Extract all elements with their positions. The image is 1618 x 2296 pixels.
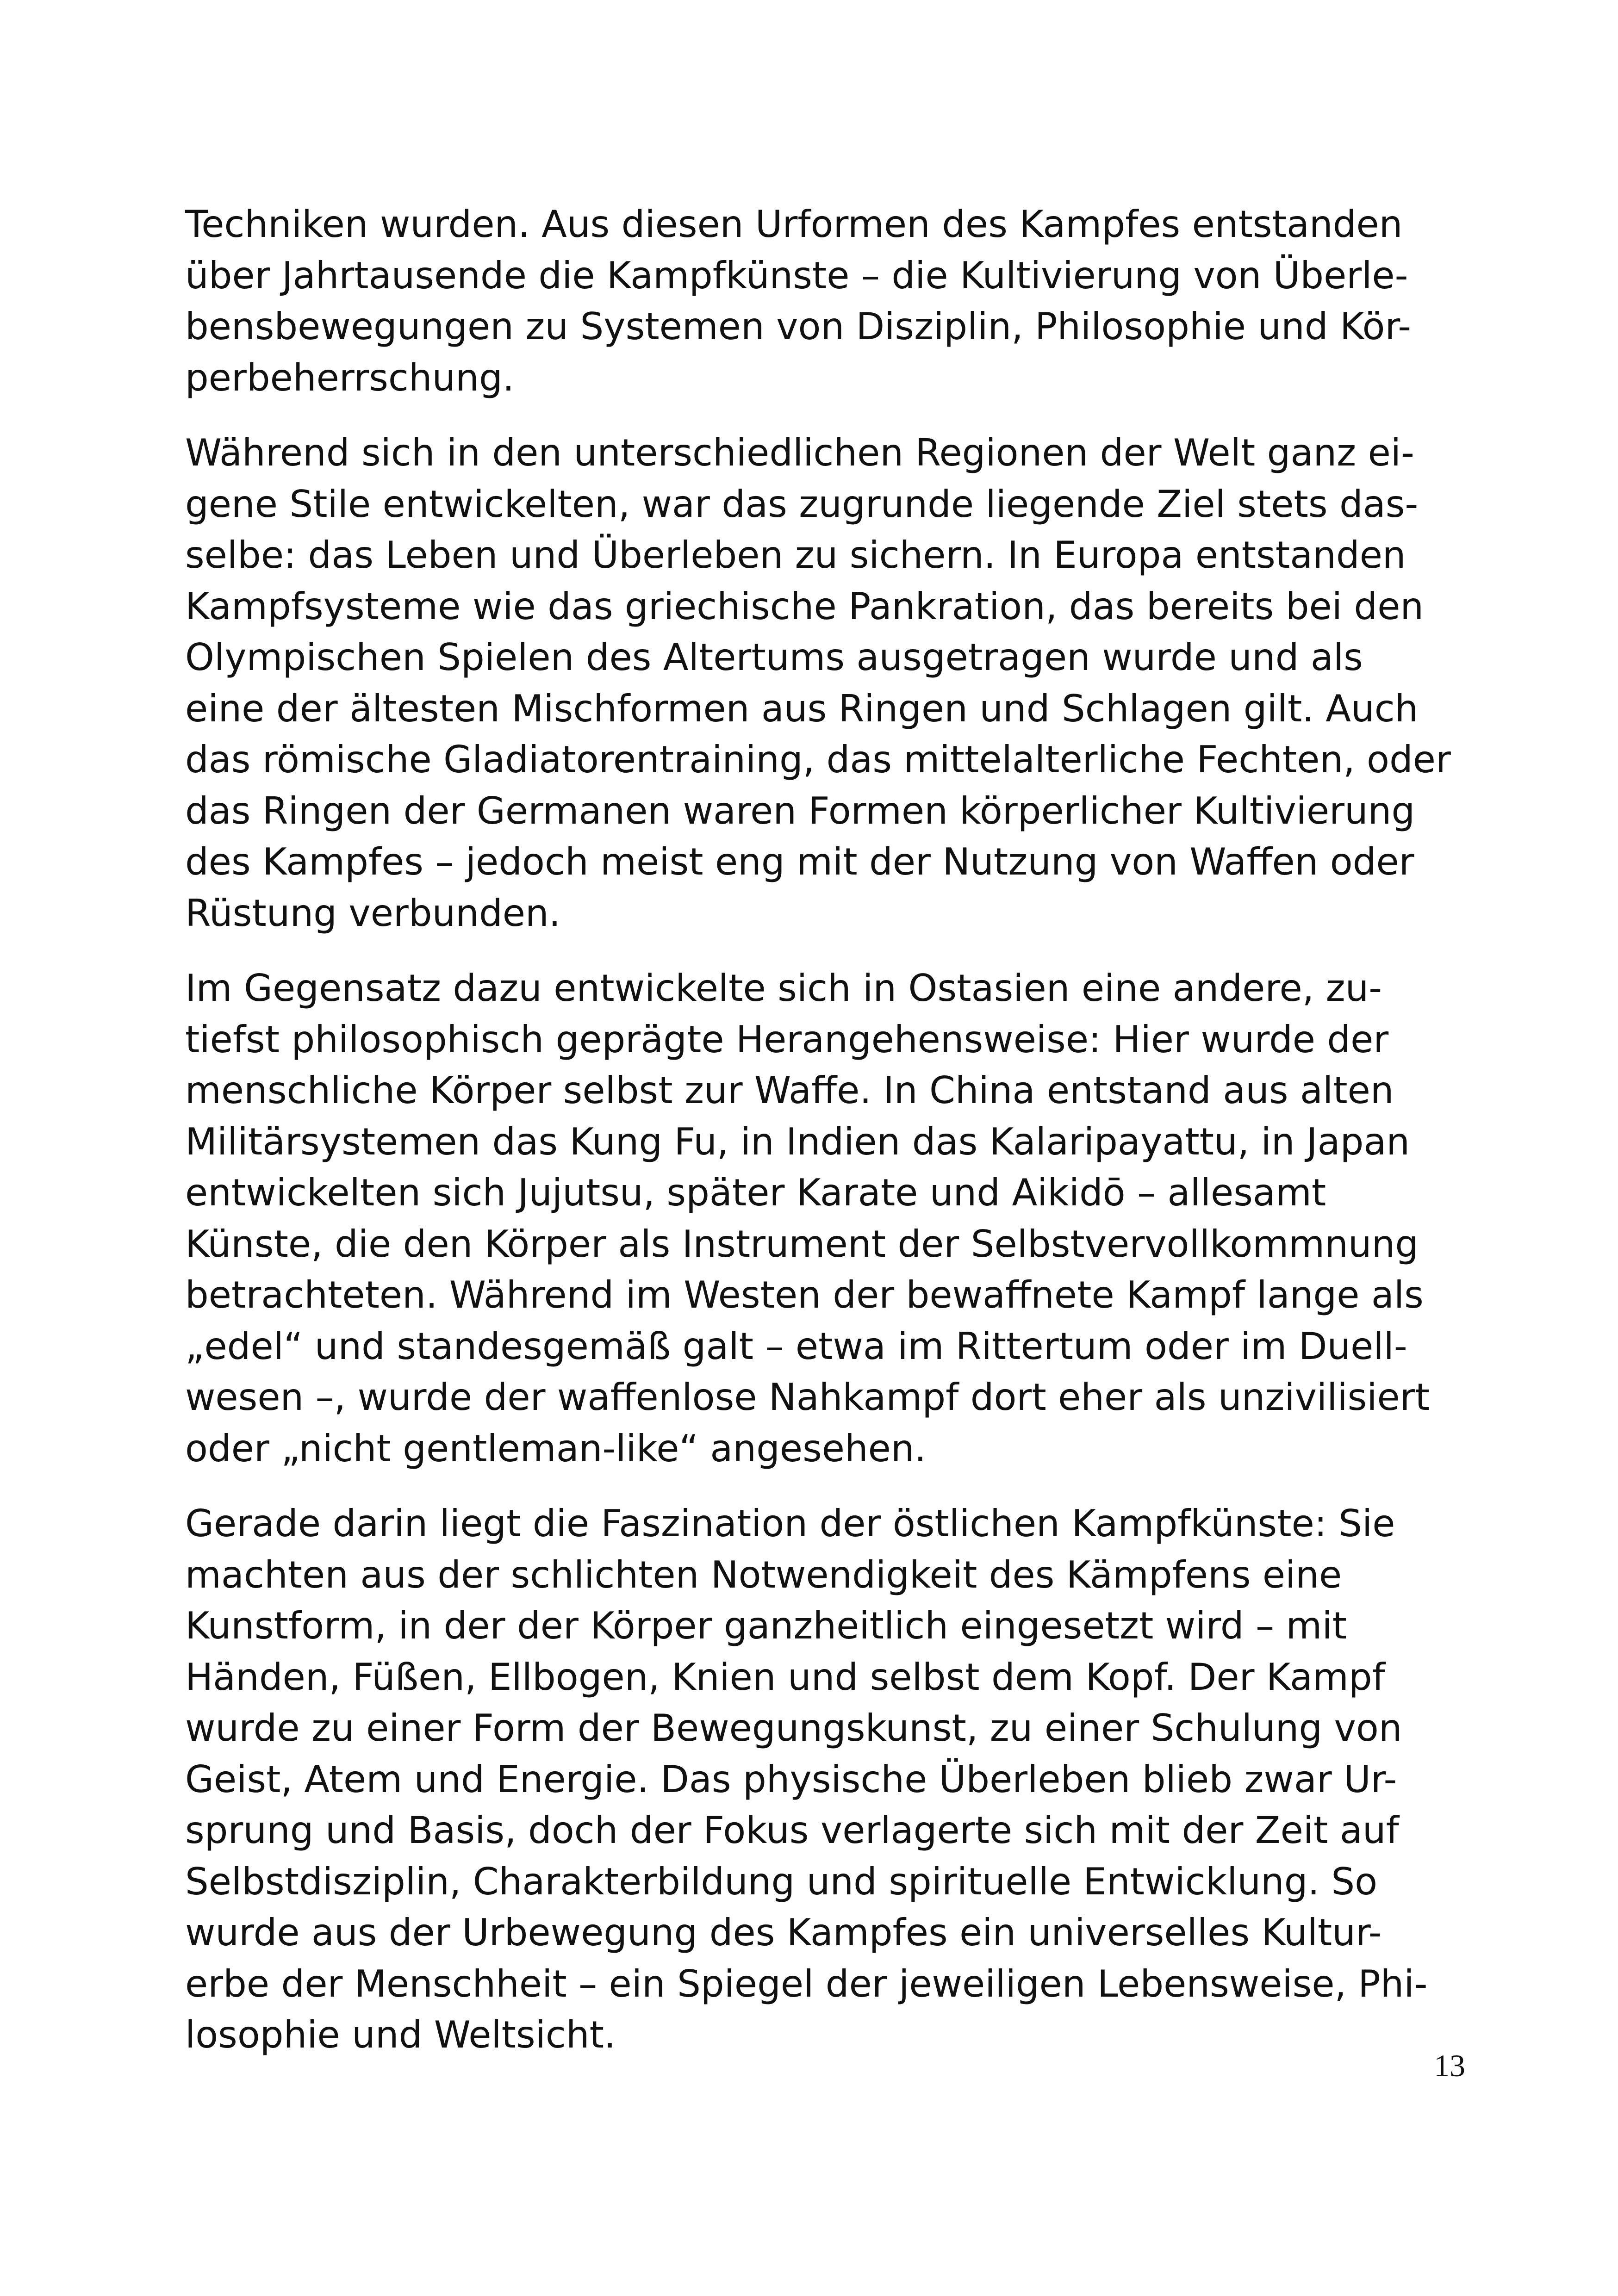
text-line: machten aus der schlichten Notwendigkeit des Kämpfens eine xyxy=(185,1553,1342,1596)
page-number: 13 xyxy=(1434,2048,1465,2083)
text-line: bensbewegungen zu Systemen von Disziplin, Philosophie und Kör- xyxy=(185,305,1412,348)
text-line: Kampfsysteme wie das griechische Pankration, das bereits bei den xyxy=(185,584,1424,628)
text-line: selbe: das Leben und Überleben zu sichern. In Europa entstanden xyxy=(185,534,1406,577)
text-line: über Jahrtausende die Kampfkünste – die Kultivierung von Überle- xyxy=(185,254,1408,297)
text-line: des Kampfes – jedoch meist eng mit der Nutzung von Waffen oder xyxy=(185,840,1414,883)
text-line: erbe der Menschheit – ein Spiegel der jeweiligen Lebensweise, Phi- xyxy=(185,1962,1428,2005)
text-line: eine der ältesten Mischformen aus Ringen und Schlagen gilt. Auch xyxy=(185,687,1419,730)
body-text xyxy=(185,199,1458,2085)
text-line: Während sich in den unterschiedlichen Regionen der Welt ganz ei- xyxy=(185,431,1414,474)
text-line: Händen, Füßen, Ellbogen, Knien und selbst dem Kopf. Der Kampf xyxy=(185,1655,1385,1699)
paragraph-1 xyxy=(185,199,1458,403)
text-line: Im Gegensatz dazu entwickelte sich in Ostasien eine andere, zu- xyxy=(185,967,1382,1010)
text-line: Olympischen Spielen des Altertums ausgetragen wurde und als xyxy=(185,636,1363,679)
paragraph-2 xyxy=(185,428,1458,939)
text-line: Rüstung verbunden. xyxy=(185,891,561,935)
text-line: gene Stile entwickelten, war das zugrunde liegende Ziel stets das- xyxy=(185,482,1419,526)
text-line: wesen –, wurde der waffenlose Nahkampf dort eher als unzivilisiert xyxy=(185,1376,1430,1419)
text-line: betrachteten. Während im Westen der bewaffnete Kampf lange als xyxy=(185,1273,1424,1316)
text-line: entwickelten sich Jujutsu, später Karate und Aikidō – allesamt xyxy=(185,1171,1326,1214)
text-line: tiefst philosophisch geprägte Herangehensweise: Hier wurde der xyxy=(185,1018,1389,1061)
text-line: Selbstdisziplin, Charakterbildung und spirituelle Entwicklung. So xyxy=(185,1860,1378,1903)
paragraph-4 xyxy=(185,1498,1458,2061)
text-line: das römische Gladiatorentraining, das mittelalterliche Fechten, oder xyxy=(185,738,1451,781)
text-line: Kunstform, in der der Körper ganzheitlich eingesetzt wird – mit xyxy=(185,1604,1347,1647)
paragraph-3 xyxy=(185,963,1458,1474)
text-line: menschliche Körper selbst zur Waffe. In China entstand aus alten xyxy=(185,1069,1394,1112)
text-line: losophie und Weltsicht. xyxy=(185,2013,616,2056)
text-line: das Ringen der Germanen waren Formen körperlicher Kultivierung xyxy=(185,789,1415,832)
text-line: Techniken wurden. Aus diesen Urformen des Kampfes entstanden xyxy=(185,203,1403,246)
text-line: wurde aus der Urbewegung des Kampfes ein universelles Kultur- xyxy=(185,1911,1382,1954)
text-line: Künste, die den Körper als Instrument der Selbstvervollkommnung xyxy=(185,1222,1419,1266)
text-line: perbeherrschung. xyxy=(185,356,515,399)
text-line: Gerade darin liegt die Faszination der östlichen Kampfkünste: Sie xyxy=(185,1502,1395,1545)
text-line: Geist, Atem und Energie. Das physische Überleben blieb zwar Ur- xyxy=(185,1757,1397,1801)
text-line: sprung und Basis, doch der Fokus verlagerte sich mit der Zeit auf xyxy=(185,1809,1399,1852)
text-line: „edel“ und standesgemäß galt – etwa im Rittertum oder im Duell- xyxy=(185,1324,1407,1368)
text-line: Militärsystemen das Kung Fu, in Indien das Kalaripayattu, in Japan xyxy=(185,1120,1410,1163)
text-line: oder „nicht gentleman-like“ angesehen. xyxy=(185,1427,927,1470)
text-line: wurde zu einer Form der Bewegungskunst, zu einer Schulung von xyxy=(185,1706,1402,1750)
